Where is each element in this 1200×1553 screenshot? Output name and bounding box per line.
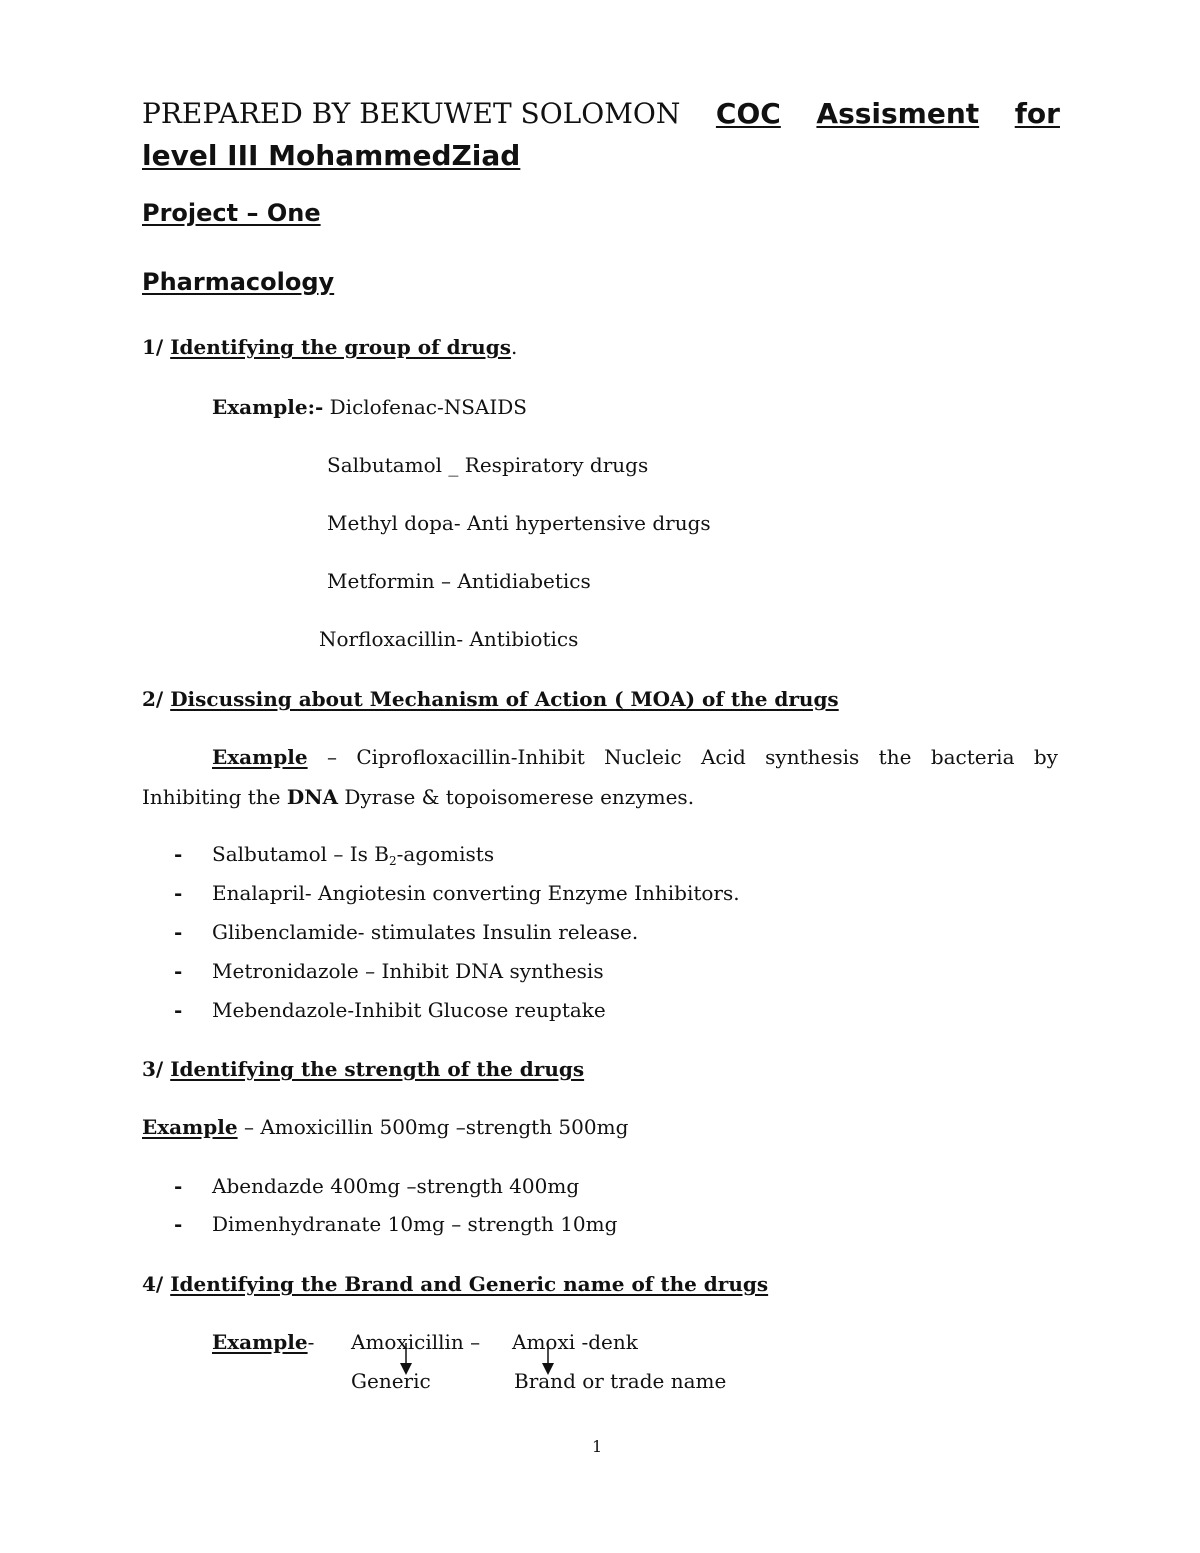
section1-heading: [142, 334, 517, 360]
moa-bullet: Glibenclamide- stimulates Insulin release.: [212, 920, 639, 944]
strength-bullet: Dimenhydranate 10mg – strength 10mg: [212, 1212, 618, 1236]
subscript: 2: [389, 854, 397, 868]
group-item: Norfloxacillin- Antibiotics: [319, 627, 579, 651]
document-title-line1: [142, 96, 1060, 132]
moa-word: Acid: [700, 745, 746, 769]
section4-title: Identifying the Brand and Generic name of the drugs: [170, 1272, 769, 1296]
section4-example-label-wrap: [212, 1329, 314, 1355]
section1-example-label: Example:-: [212, 395, 324, 419]
strength-bullet: Abendazde 400mg –strength 400mg: [212, 1174, 580, 1198]
moa-bullet: Enalapril- Angiotesin converting Enzyme Inhibitors.: [212, 881, 740, 905]
subject-heading: Pharmacology: [142, 268, 335, 296]
section4-example-suffix: -: [307, 1330, 315, 1354]
moa-bullet: Mebendazole-Inhibit Glucose reuptake: [212, 998, 606, 1022]
section1-example: [212, 394, 527, 420]
section4-heading: [142, 1271, 768, 1297]
moa-bullet: Metronidazole – Inhibit DNA synthesis: [212, 959, 604, 983]
document-title-line2: level III MohammedZiad: [142, 139, 521, 172]
moa-word: synthesis: [765, 745, 860, 769]
section2-example-label: Example: [212, 745, 308, 769]
group-item: Metformin – Antidiabetics: [327, 569, 591, 593]
moa-word: Ciprofloxacillin-Inhibit: [356, 745, 585, 769]
section2-title: Discussing about Mechanism of Action ( MOA) of the drugs: [170, 687, 839, 711]
section3-title: Identifying the strength of the drugs: [170, 1057, 585, 1081]
moa-bullet-text: Salbutamol – Is B: [212, 842, 390, 866]
moa-word: Nucleic: [604, 745, 682, 769]
brand-label: Brand or trade name: [514, 1369, 727, 1393]
dna-bold: DNA: [286, 785, 338, 809]
section1-title: Identifying the group of drugs: [170, 335, 511, 359]
bullet-dash: -: [174, 920, 183, 944]
coc-word-3: for: [1014, 97, 1060, 130]
bullet-dash: -: [174, 959, 183, 983]
group-item: Salbutamol _ Respiratory drugs: [327, 453, 649, 477]
section3-heading: [142, 1056, 584, 1082]
section1-number: 1/: [142, 335, 171, 359]
bullet-dash: -: [174, 998, 183, 1022]
prepared-by-text: PREPARED BY BEKUWET SOLOMON: [142, 97, 681, 130]
section2-example-line2: [142, 784, 694, 810]
section3-example-text: – Amoxicillin 500mg –strength 500mg: [237, 1115, 629, 1139]
coc-word-2: Assisment: [816, 97, 980, 130]
section1-title-suffix: .: [510, 335, 518, 359]
moa-word: by: [1033, 745, 1058, 769]
group-item: Methyl dopa- Anti hypertensive drugs: [327, 511, 711, 535]
moa-word: bacteria: [930, 745, 1015, 769]
moa-word: –: [326, 745, 337, 769]
moa-bullet-text: -agomists: [396, 842, 495, 866]
moa-word: the: [878, 745, 912, 769]
bullet-dash: -: [174, 842, 183, 866]
moa-text: Inhibiting the: [142, 785, 287, 809]
project-heading: Project – One: [142, 199, 321, 227]
section2-number: 2/: [142, 687, 171, 711]
section3-example: [142, 1114, 628, 1140]
section3-number: 3/: [142, 1057, 171, 1081]
page-number: 1: [592, 1437, 603, 1456]
moa-text: Dyrase & topoisomerese enzymes.: [338, 785, 695, 809]
section2-example-line1: [212, 744, 1058, 770]
generic-label: Generic: [351, 1369, 431, 1393]
coc-word-1: COC: [715, 97, 781, 130]
bullet-dash: -: [174, 1174, 183, 1198]
bullet-dash: -: [174, 1212, 183, 1236]
section3-example-label: Example: [142, 1115, 238, 1139]
bullet-dash: -: [174, 881, 183, 905]
section4-number: 4/: [142, 1272, 171, 1296]
group-item: Diclofenac-NSAIDS: [329, 395, 527, 419]
moa-bullet: [212, 841, 494, 867]
section4-example-label: Example: [212, 1330, 308, 1354]
brand-drug-name: Amoxi -denk: [512, 1330, 638, 1354]
generic-drug-name: Amoxicillin –: [351, 1330, 481, 1354]
section2-heading: [142, 686, 839, 712]
